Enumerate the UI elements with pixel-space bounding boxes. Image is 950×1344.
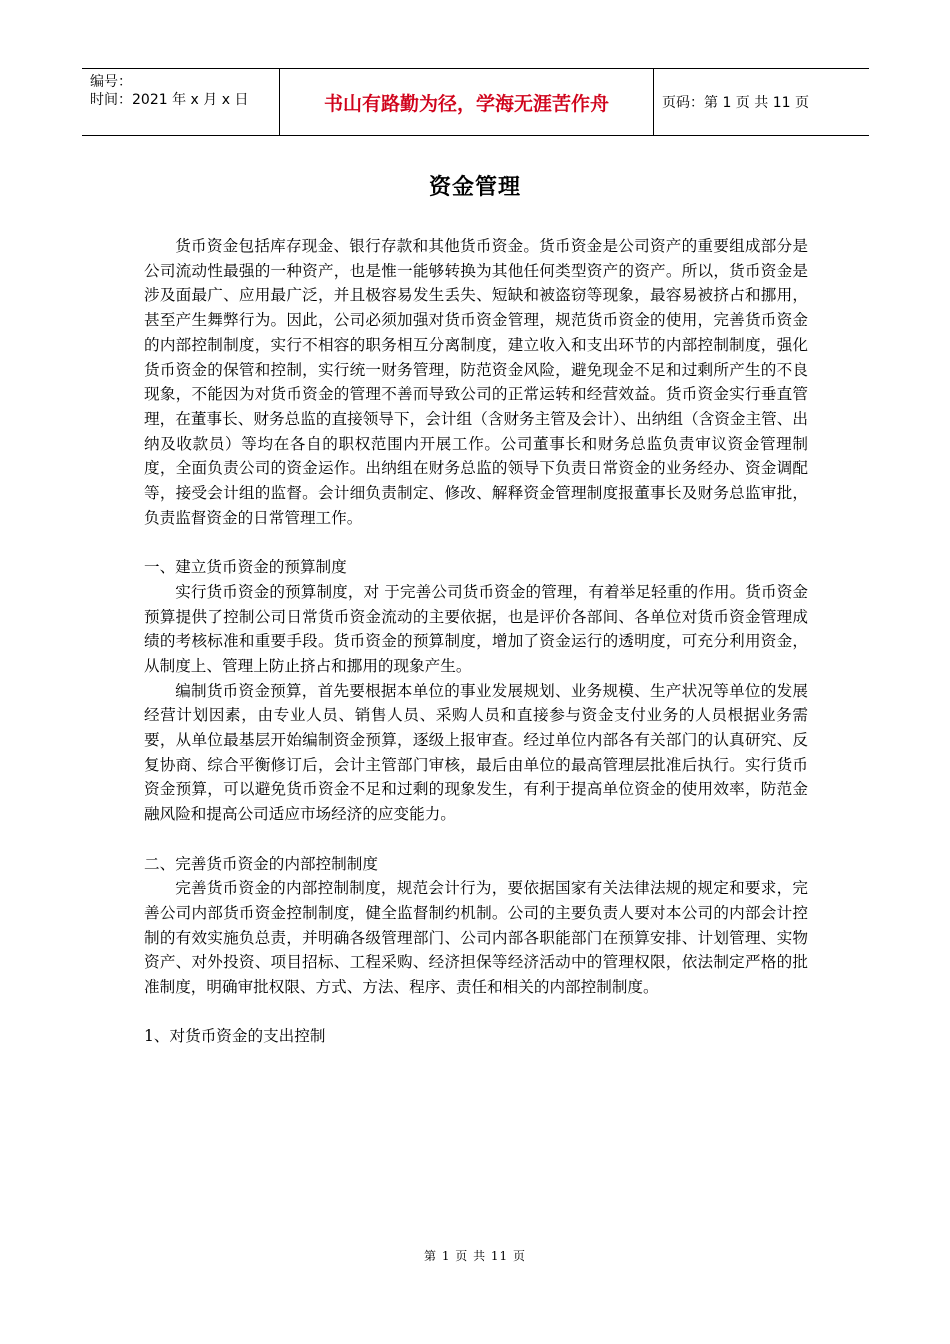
document-title: 资金管理	[428, 175, 521, 200]
budget-paragraph-1: 实行货币资金的预算制度，对 于完善公司货币资金的管理，有着举足轻重的作用。货币资金预算提供了控制公司日常货币资金流动的主要依据，也是评价各部间、各单位对货币资金管理成绩的考核标准和重要手段。货币资金的预算制度，增加了资金运行的透明度，可充分利用资金，从制度上、管理上防止挤占和挪用的现象产生。	[144, 582, 808, 675]
header-motto: 书山有路勤为径，学海无涯苦作舟	[280, 69, 654, 135]
budget-paragraph-2: 编制货币资金预算，首先要根据本单位的事业发展规划、业务规模、生产状况等单位的发展经营计划因素，由专业人员、销售人员、采购人员和直接参与资金支付业务的人员根据业务需要，从单位最基层开始编制资金预算，逐级上报审查。经过单位内部各有关部门的认真研究、反复协商、综合平衡修订后，会计主管部门审核，最后由单位的最高管理层批准后执行。实行货币资金预算，可以避免货币资金不足和过剩的现象发生，有利于提高单位资金的使用效率，防范金融风险和提高公司适应市场经济的应变能力。	[144, 681, 808, 824]
document-body	[144, 234, 808, 1049]
internal-control-paragraph: 完善货币资金的内部控制制度，规范会计行为，要依据国家有关法律法规的规定和要求，完善公司内部货币资金控制制度，健全监督制约机制。公司的主要负责人要对本公司的内部会计控制的有效实施负总责，并明确各级管理部门、公司内部各职能部门在预算安排、计划管理、实物资产、对外投资、项目招标、工程采购、经济担保等经济活动中的管理权限，依法制定严格的批准制度，明确审批权限、方式、方法、程序、责任和相关的内部控制制度。	[144, 879, 808, 997]
subsection-heading-expenditure: 1、对货币资金的支出控制	[144, 1027, 326, 1046]
header-meta	[82, 69, 280, 135]
header-page-info: 页码：第 1 页 共 11 页	[662, 95, 809, 111]
page-footer: 第 1 页 共 11 页	[424, 1249, 526, 1263]
section-heading-internal-control: 二、完善货币资金的内部控制制度	[144, 854, 378, 873]
intro-paragraph: 货币资金包括库存现金、银行存款和其他货币资金。货币资金是公司资产的重要组成部分是公司流动性最强的一种资产，也是惟一能够转换为其他任何类型资产的资产。所以，货币资金是涉及面最广、应用最广泛，并且极容易发生丢失、短缺和被盗窃等现象，最容易被挤占和挪用，甚至产生舞弊行为。因此，公司必须加强对货币资金管理，规范货币资金的使用，完善货币资金的内部控制制度，实行不相容的职务相互分离制度，建立收入和支出环节的内部控制制度，强化货币资金的保管和控制，实行统一财务管理，防范资金风险，避免现金不足和过剩所产生的不良现象，不能因为对货币资金的管理不善而导致公司的正常运转和经营效益。货币资金实行垂直管理，在董事长、财务总监的直接领导下，会计组（含财务主管及会计）、出纳组（含资金主管、出纳及收款员）等均在各自的职权范围内开展工作。公司董事长和财务总监负责审议资金管理制度，全面负责公司的资金运作。出纳组在财务总监的领导下负责日常资金的业务经办、资金调配等，接受会计组的监督。会计细负责制定、修改、解释资金管理制度报董事长及财务总监审批，负责监督资金的日常管理工作。	[144, 237, 808, 527]
section-heading-budget: 一、建立货币资金的预算制度	[144, 558, 347, 577]
document-header	[82, 68, 869, 136]
document-number-label: 编号：	[90, 74, 132, 90]
document-date: 时间：2021 年 x 月 x 日	[90, 92, 249, 108]
